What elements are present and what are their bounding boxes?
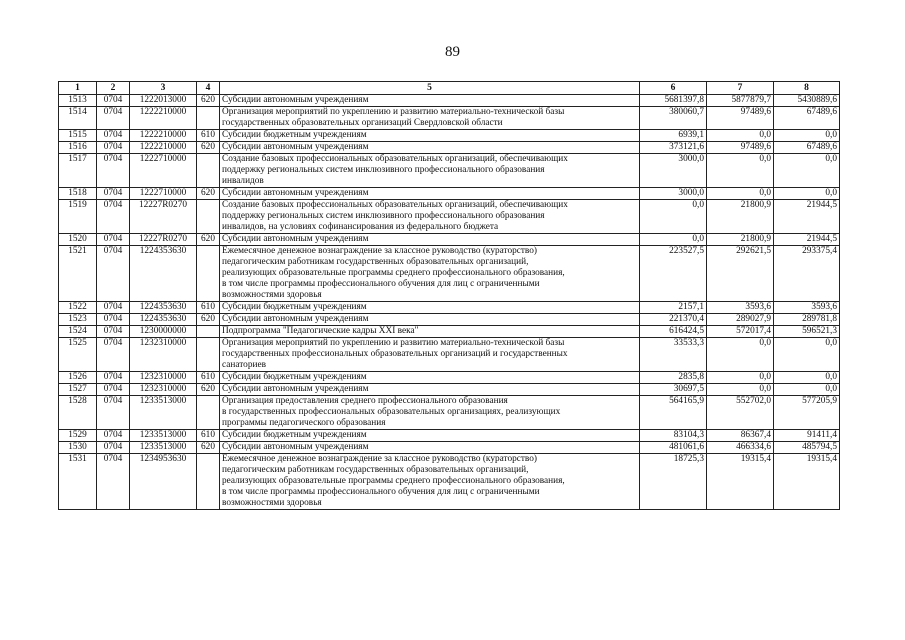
expense-type-cell: 620: [197, 314, 220, 326]
expense-type-cell: [197, 107, 220, 130]
item-name-cell: Субсидии автономным учреждениям: [220, 188, 640, 200]
row-number-cell: 1526: [59, 372, 97, 384]
expense-type-cell: 610: [197, 372, 220, 384]
amount-col7-cell: 21800,9: [707, 200, 774, 234]
amount-col7-cell: 97489,6: [707, 142, 774, 154]
budget-table: [58, 81, 840, 510]
table-row: [59, 246, 840, 302]
amount-col8-cell: 0,0: [774, 338, 840, 372]
amount-col6-cell: 221370,4: [640, 314, 707, 326]
target-code-cell: 1222210000: [130, 142, 197, 154]
row-number-cell: 1516: [59, 142, 97, 154]
amount-col7-cell: 552702,0: [707, 396, 774, 430]
item-name-cell: Организация мероприятий по укреплению и развитию материально-технической базы государственных образовательных организаций Свердловской области: [220, 107, 640, 130]
target-code-cell: 1234953630: [130, 454, 197, 510]
expense-type-cell: 620: [197, 442, 220, 454]
header-cell-8: 8: [774, 82, 840, 95]
expense-type-cell: 610: [197, 430, 220, 442]
target-code-cell: 12227R0270: [130, 234, 197, 246]
item-name-cell: Организация предоставления среднего профессионального образования в государственных профессиональных образовательных организациях, реализующих программы педагогического образования: [220, 396, 640, 430]
amount-col6-cell: 33533,3: [640, 338, 707, 372]
expense-type-cell: [197, 154, 220, 188]
table-row: [59, 154, 840, 188]
item-name-cell: Субсидии автономным учреждениям: [220, 384, 640, 396]
amount-col6-cell: 3000,0: [640, 154, 707, 188]
amount-col8-cell: 19315,4: [774, 454, 840, 510]
section-code-cell: 0704: [97, 430, 130, 442]
target-code-cell: 1233513000: [130, 430, 197, 442]
amount-col7-cell: 0,0: [707, 384, 774, 396]
section-code-cell: 0704: [97, 314, 130, 326]
amount-col8-cell: 0,0: [774, 130, 840, 142]
row-number-cell: 1524: [59, 326, 97, 338]
amount-col7-cell: 21800,9: [707, 234, 774, 246]
amount-col8-cell: 67489,6: [774, 107, 840, 130]
section-code-cell: 0704: [97, 302, 130, 314]
amount-col8-cell: 91411,4: [774, 430, 840, 442]
header-cell-2: 2: [97, 82, 130, 95]
section-code-cell: 0704: [97, 396, 130, 430]
amount-col8-cell: 289781,8: [774, 314, 840, 326]
page-number: 89: [445, 44, 460, 60]
amount-col8-cell: 485794,5: [774, 442, 840, 454]
section-code-cell: 0704: [97, 454, 130, 510]
amount-col7-cell: 572017,4: [707, 326, 774, 338]
target-code-cell: 1232310000: [130, 384, 197, 396]
amount-col6-cell: 2157,1: [640, 302, 707, 314]
target-code-cell: 1222710000: [130, 154, 197, 188]
item-name-cell: Субсидии автономным учреждениям: [220, 95, 640, 107]
table-row: [59, 338, 840, 372]
section-code-cell: 0704: [97, 200, 130, 234]
amount-col6-cell: 30697,5: [640, 384, 707, 396]
row-number-cell: 1530: [59, 442, 97, 454]
table-row: [59, 188, 840, 200]
table-row: [59, 396, 840, 430]
row-number-cell: 1528: [59, 396, 97, 430]
target-code-cell: 1222710000: [130, 188, 197, 200]
amount-col8-cell: 5430889,6: [774, 95, 840, 107]
header-cell-5: 5: [220, 82, 640, 95]
target-code-cell: 1222210000: [130, 130, 197, 142]
amount-col6-cell: 380060,7: [640, 107, 707, 130]
section-code-cell: 0704: [97, 372, 130, 384]
target-code-cell: 1224353630: [130, 246, 197, 302]
target-code-cell: 1232310000: [130, 372, 197, 384]
row-number-cell: 1520: [59, 234, 97, 246]
amount-col7-cell: 466334,6: [707, 442, 774, 454]
item-name-cell: Ежемесячное денежное вознаграждение за классное руководство (кураторство) педагогическим работникам государственных образовательных организаций, реализующих образовательные программы среднего профессионального образования, в том числе программы профессионального обучения для лиц с ограниченными возможностями здоровья: [220, 246, 640, 302]
row-number-cell: 1513: [59, 95, 97, 107]
row-number-cell: 1529: [59, 430, 97, 442]
amount-col7-cell: 3593,6: [707, 302, 774, 314]
amount-col7-cell: 0,0: [707, 338, 774, 372]
target-code-cell: 1233513000: [130, 396, 197, 430]
amount-col7-cell: 5877879,7: [707, 95, 774, 107]
item-name-cell: Субсидии бюджетным учреждениям: [220, 430, 640, 442]
table-row: [59, 314, 840, 326]
amount-col8-cell: 0,0: [774, 384, 840, 396]
item-name-cell: Субсидии автономным учреждениям: [220, 442, 640, 454]
section-code-cell: 0704: [97, 130, 130, 142]
table-row: [59, 95, 840, 107]
header-cell-4: 4: [197, 82, 220, 95]
row-number-cell: 1525: [59, 338, 97, 372]
target-code-cell: 1233513000: [130, 442, 197, 454]
table-row: [59, 107, 840, 130]
section-code-cell: 0704: [97, 338, 130, 372]
section-code-cell: 0704: [97, 246, 130, 302]
table-row: [59, 454, 840, 510]
row-number-cell: 1522: [59, 302, 97, 314]
header-cell-7: 7: [707, 82, 774, 95]
row-number-cell: 1514: [59, 107, 97, 130]
row-number-cell: 1519: [59, 200, 97, 234]
target-code-cell: 1222013000: [130, 95, 197, 107]
item-name-cell: Ежемесячное денежное вознаграждение за классное руководство (кураторство) педагогическим работникам государственных образовательных организаций, реализующих образовательные программы среднего профессионального образования, в том числе программы профессионального обучения для лиц с ограниченными возможностями здоровья: [220, 454, 640, 510]
expense-type-cell: 620: [197, 188, 220, 200]
table-row: [59, 442, 840, 454]
item-name-cell: Создание базовых профессиональных образовательных организаций, обеспечивающих поддержку региональных систем инклюзивного профессионального образования инвалидов: [220, 154, 640, 188]
table-row: [59, 372, 840, 384]
table-header: [59, 82, 840, 95]
amount-col8-cell: 596521,3: [774, 326, 840, 338]
amount-col8-cell: 0,0: [774, 372, 840, 384]
table-body: [59, 95, 840, 510]
amount-col6-cell: 2835,8: [640, 372, 707, 384]
expense-type-cell: 620: [197, 384, 220, 396]
row-number-cell: 1518: [59, 188, 97, 200]
section-code-cell: 0704: [97, 107, 130, 130]
expense-type-cell: [197, 200, 220, 234]
item-name-cell: Субсидии автономным учреждениям: [220, 314, 640, 326]
table-row: [59, 430, 840, 442]
target-code-cell: 1224353630: [130, 302, 197, 314]
item-name-cell: Субсидии бюджетным учреждениям: [220, 130, 640, 142]
amount-col8-cell: 67489,6: [774, 142, 840, 154]
header-cell-3: 3: [130, 82, 197, 95]
amount-col6-cell: 6939,1: [640, 130, 707, 142]
amount-col8-cell: 0,0: [774, 188, 840, 200]
table-row: [59, 384, 840, 396]
row-number-cell: 1517: [59, 154, 97, 188]
item-name-cell: Подпрограмма "Педагогические кадры XXI века": [220, 326, 640, 338]
expense-type-cell: [197, 396, 220, 430]
amount-col8-cell: 577205,9: [774, 396, 840, 430]
amount-col8-cell: 293375,4: [774, 246, 840, 302]
section-code-cell: 0704: [97, 234, 130, 246]
amount-col6-cell: 5681397,8: [640, 95, 707, 107]
target-code-cell: 1232310000: [130, 338, 197, 372]
amount-col8-cell: 21944,5: [774, 200, 840, 234]
amount-col6-cell: 0,0: [640, 234, 707, 246]
expense-type-cell: [197, 246, 220, 302]
amount-col7-cell: 97489,6: [707, 107, 774, 130]
row-number-cell: 1527: [59, 384, 97, 396]
amount-col6-cell: 0,0: [640, 200, 707, 234]
row-number-cell: 1523: [59, 314, 97, 326]
item-name-cell: Субсидии автономным учреждениям: [220, 234, 640, 246]
table-row: [59, 200, 840, 234]
item-name-cell: Субсидии бюджетным учреждениям: [220, 302, 640, 314]
table-row: [59, 302, 840, 314]
header-cell-1: 1: [59, 82, 97, 95]
amount-col6-cell: 481061,6: [640, 442, 707, 454]
section-code-cell: 0704: [97, 188, 130, 200]
expense-type-cell: [197, 326, 220, 338]
target-code-cell: 1224353630: [130, 314, 197, 326]
amount-col7-cell: 292621,5: [707, 246, 774, 302]
header-row: [59, 82, 840, 95]
target-code-cell: 1230000000: [130, 326, 197, 338]
amount-col6-cell: 3000,0: [640, 188, 707, 200]
table-row: [59, 234, 840, 246]
amount-col7-cell: 0,0: [707, 188, 774, 200]
row-number-cell: 1515: [59, 130, 97, 142]
expense-type-cell: [197, 454, 220, 510]
amount-col6-cell: 83104,3: [640, 430, 707, 442]
target-code-cell: 12227R0270: [130, 200, 197, 234]
expense-type-cell: [197, 338, 220, 372]
item-name-cell: Организация мероприятий по укреплению и развитию материально-технической базы государственных профессиональных образовательных организаций и государственных санаториев: [220, 338, 640, 372]
amount-col6-cell: 616424,5: [640, 326, 707, 338]
header-cell-6: 6: [640, 82, 707, 95]
amount-col6-cell: 18725,3: [640, 454, 707, 510]
section-code-cell: 0704: [97, 142, 130, 154]
section-code-cell: 0704: [97, 326, 130, 338]
amount-col8-cell: 21944,5: [774, 234, 840, 246]
item-name-cell: Субсидии бюджетным учреждениям: [220, 372, 640, 384]
section-code-cell: 0704: [97, 154, 130, 188]
expense-type-cell: 620: [197, 95, 220, 107]
section-code-cell: 0704: [97, 442, 130, 454]
expense-type-cell: 610: [197, 302, 220, 314]
amount-col7-cell: 19315,4: [707, 454, 774, 510]
section-code-cell: 0704: [97, 384, 130, 396]
item-name-cell: Создание базовых профессиональных образовательных организаций, обеспечивающих поддержку региональных систем инклюзивного профессионального образования инвалидов, на условиях софинансирования из федерального бюджета: [220, 200, 640, 234]
amount-col8-cell: 3593,6: [774, 302, 840, 314]
amount-col6-cell: 564165,9: [640, 396, 707, 430]
amount-col7-cell: 289027,9: [707, 314, 774, 326]
expense-type-cell: 620: [197, 142, 220, 154]
amount-col7-cell: 0,0: [707, 154, 774, 188]
amount-col8-cell: 0,0: [774, 154, 840, 188]
item-name-cell: Субсидии автономным учреждениям: [220, 142, 640, 154]
amount-col6-cell: 373121,6: [640, 142, 707, 154]
amount-col7-cell: 86367,4: [707, 430, 774, 442]
row-number-cell: 1521: [59, 246, 97, 302]
amount-col7-cell: 0,0: [707, 130, 774, 142]
expense-type-cell: 610: [197, 130, 220, 142]
amount-col6-cell: 223527,5: [640, 246, 707, 302]
table-row: [59, 130, 840, 142]
amount-col7-cell: 0,0: [707, 372, 774, 384]
table-row: [59, 326, 840, 338]
target-code-cell: 1222210000: [130, 107, 197, 130]
table-row: [59, 142, 840, 154]
section-code-cell: 0704: [97, 95, 130, 107]
row-number-cell: 1531: [59, 454, 97, 510]
expense-type-cell: 620: [197, 234, 220, 246]
